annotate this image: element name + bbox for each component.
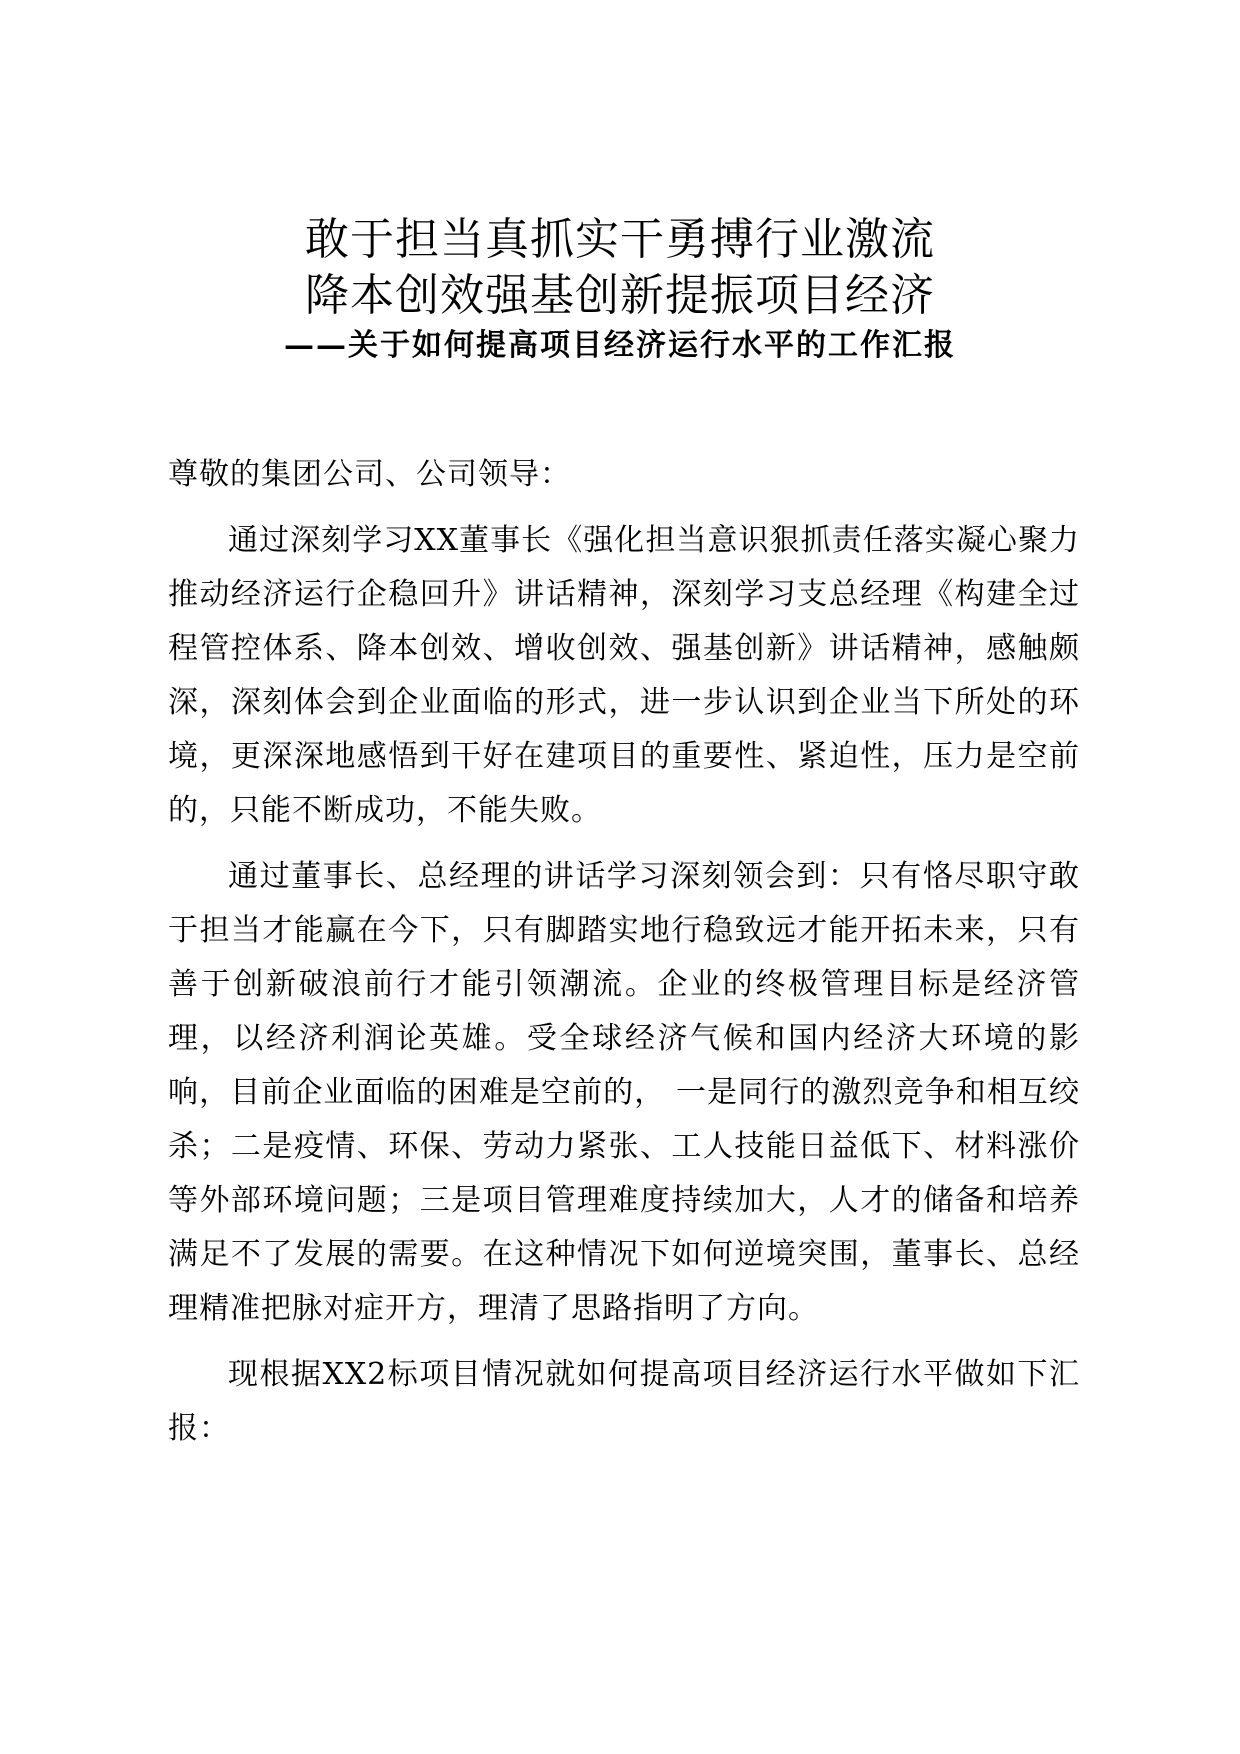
document-title-line-1: 敢于担当真抓实干勇搏行业激流 [305,214,935,265]
document-title-line-2: 降本创效强基创新提振项目经济 [305,270,935,321]
document-subtitle: ——关于如何提高项目经济运行水平的工作汇报 [284,328,956,363]
paragraph-1: 通过深刻学习XX董事长《强化担当意识狠抓责任落实凝心聚力推动经济运行企稳回升》讲话精神，深刻学习支总经理《构建全过程管控体系、降本创效、增收创效、强基创新》讲话精神，感触颇深，深刻体会到企业面临的形式，进一步认识到企业当下所处的环境，更深深地感悟到干好在建项目的重要性、紧迫性，压力是空前的，只能不断成功，不能失败。 [168,523,1080,828]
paragraph-3: 现根据XX2标项目情况就如何提高项目经济运行水平做如下汇报： [168,1357,1080,1446]
paragraph-2: 通过董事长、总经理的讲话学习深刻领会到：只有恪尽职守敢于担当才能赢在今下，只有脚踏实地行稳致远才能开拓未来，只有善于创新破浪前行才能引领潮流。企业的终极管理目标是经济管理，以经济利润论英雄。受全球经济气候和国内经济大环境的影响，目前企业面临的困难是空前的， 一是同行的激烈竞争和相互绞杀；二是疫情、环保、劳动力紧张、工人技能日益低下、材料涨价等外部环境问题；三是项目管理难度持续加大，人才的储备和培养满足不了发展的需要。在这种情况下如何逆境突围，董事长、总经理精准把脉对症开方，理清了思路指明了方向。 [168,859,1080,1326]
document-body [168,448,1080,1468]
salutation: 尊敬的集团公司、公司领导： [168,457,571,492]
title-block [0,212,1240,366]
